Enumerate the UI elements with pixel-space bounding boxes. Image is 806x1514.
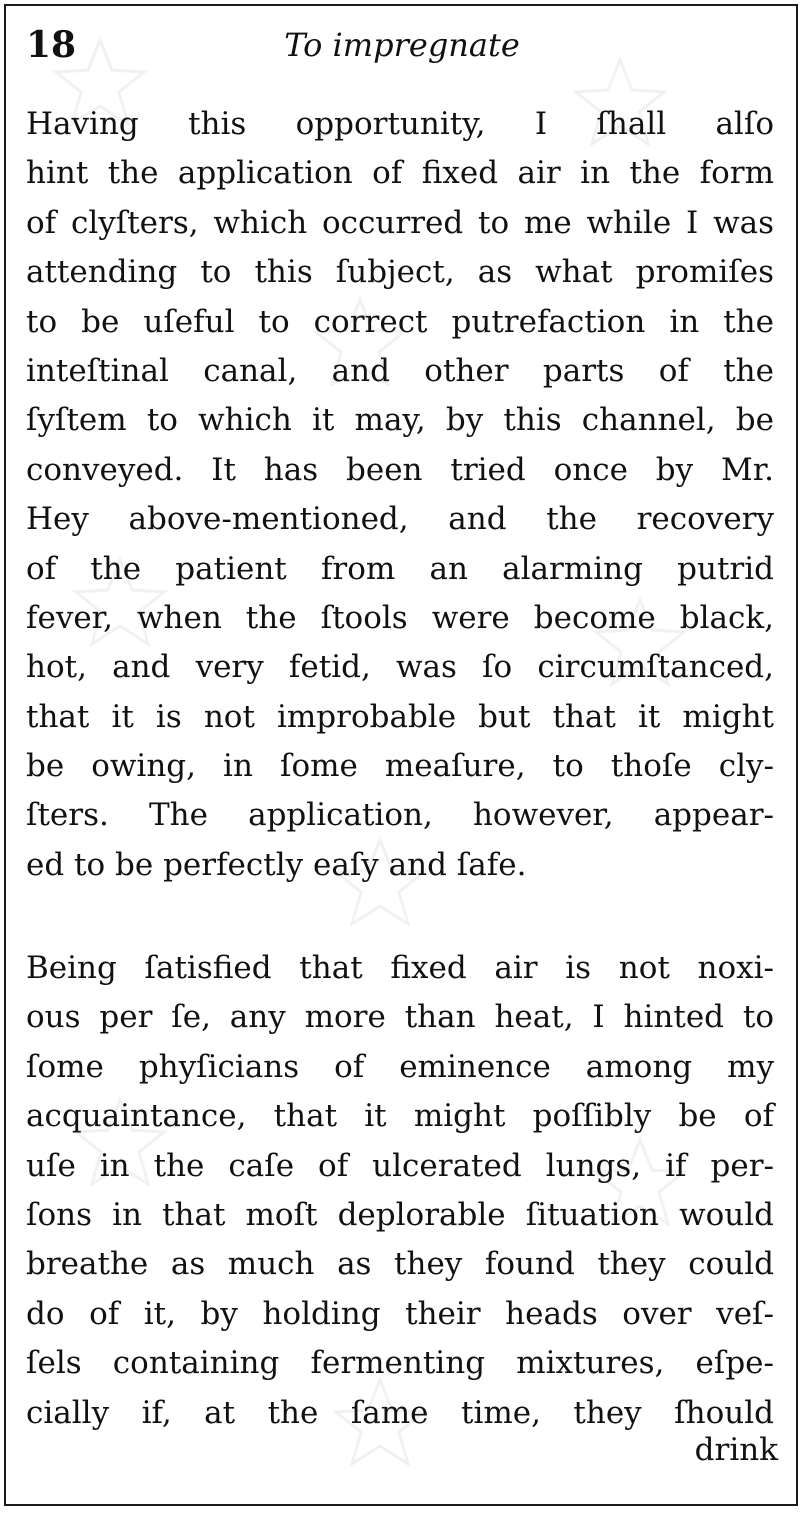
text-line: inteſtinal canal, and other parts of the <box>26 352 774 389</box>
text-line: ſters. The application, however, appear- <box>26 797 774 834</box>
text-line: ſyſtem to which it may, by this channel, be <box>26 402 774 439</box>
text-line: acquaintance, that it might poſſibly be of <box>26 1098 774 1135</box>
page-number: 18 <box>26 24 77 66</box>
text-line: Being ſatisfied that fixed air is not noxi- <box>26 950 774 986</box>
text-line: uſe in the caſe of ulcerated lungs, if per- <box>26 1147 774 1184</box>
text-line: ſels containing fermenting mixtures, eſpe- <box>26 1345 774 1382</box>
text-line: hot, and very fetid, was ſo circumſtanced, <box>26 649 774 686</box>
text-line: Hey above-mentioned, and the recovery <box>26 501 774 538</box>
text-line: ſome phyſicians of eminence among my <box>26 1048 774 1085</box>
text-line: of the patient from an alarming putrid <box>26 550 774 587</box>
text-line: Having this opportunity, I ſhall alſo <box>26 106 774 142</box>
text-line: ous per ſe, any more than heat, I hinted to <box>26 999 774 1036</box>
text-line: of clyſters, which occurred to me while I was <box>26 204 774 241</box>
text-line: breathe as much as they found they could <box>26 1246 774 1283</box>
page-header <box>26 22 778 72</box>
text-line: to be uſeful to correct putrefaction in the <box>26 303 774 340</box>
text-line: hint the application of fixed air in the form <box>26 155 774 192</box>
catchword: drink <box>694 1432 778 1468</box>
text-line: conveyed. It has been tried once by Mr. <box>26 451 774 488</box>
text-line: attending to this ſubject, as what promiſes <box>26 254 774 291</box>
text-line: cially if, at the ſame time, they ſhould <box>26 1394 774 1431</box>
text-line: be owing, in ſome meaſure, to thoſe cly- <box>26 748 774 785</box>
paragraph-1 <box>26 100 774 890</box>
text-line: do of it, by holding their heads over veſ- <box>26 1295 774 1332</box>
running-head: To impregnate <box>284 26 520 64</box>
text-line: that it is not improbable but that it might <box>26 698 774 735</box>
text-line: ed to be perfectly eaſy and ſafe. <box>26 846 527 883</box>
text-line: ſons in that moſt deplorable ſituation would <box>26 1196 774 1233</box>
paragraph-2 <box>26 944 774 1438</box>
text-line: fever, when the ſtools were become black, <box>26 599 774 636</box>
